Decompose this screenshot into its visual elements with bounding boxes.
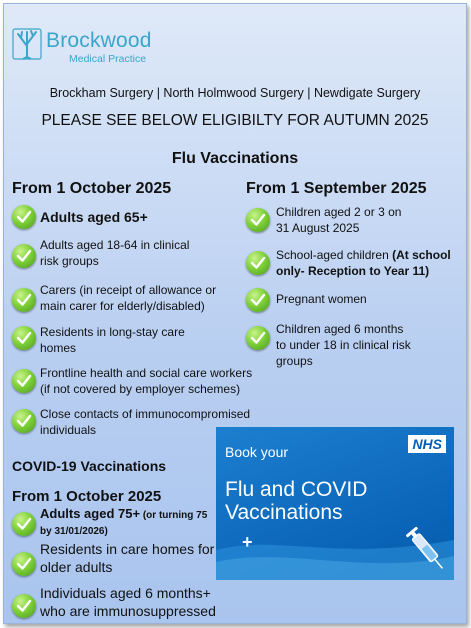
item-line: to under 18 in clinical risk <box>276 338 411 352</box>
checkmark-icon <box>12 369 36 393</box>
item-line: Individuals aged 6 months+ <box>40 585 211 601</box>
surgery-list: Brockham Surgery | North Holmwood Surgery | Newdigate Surgery <box>49 86 421 100</box>
covid-item-1 <box>40 506 207 539</box>
checkmark-icon <box>246 288 270 312</box>
item-small: (or turning 75 <box>140 510 208 521</box>
item-line: Frontline health and social care workers <box>40 366 253 380</box>
item-small: by 31/01/2026) <box>40 526 108 537</box>
checkmark-icon <box>12 552 36 576</box>
flu-right-item-4 <box>276 321 411 369</box>
flu-left-item-4 <box>40 324 185 356</box>
flu-left-item-2 <box>40 237 189 269</box>
item-line: Children aged 2 or 3 on <box>276 205 402 219</box>
nhs-logo: NHS <box>408 435 446 453</box>
brand-name: Brockwood <box>46 29 152 52</box>
item-line: who are immunosuppressed <box>40 603 216 619</box>
item-line: risk groups <box>40 254 99 268</box>
flu-right-item-1 <box>276 204 401 236</box>
item-line: School-aged children <box>276 248 393 262</box>
checkmark-icon <box>12 409 36 433</box>
plus-icon: + <box>242 532 253 552</box>
covid-item-2 <box>40 540 214 576</box>
flu-section-title: Flu Vaccinations <box>171 150 299 167</box>
covid-section-title: COVID-19 Vaccinations <box>12 458 167 474</box>
checkmark-icon <box>12 594 36 618</box>
item-bold: (At school <box>392 248 451 262</box>
item-line: Carers (in receipt of allowance or <box>40 283 217 297</box>
item-bold: Adults aged 75+ <box>40 506 141 521</box>
item-line: older adults <box>40 559 113 575</box>
checkmark-icon <box>12 288 36 312</box>
item-line: main carer for elderly/disabled) <box>40 299 205 313</box>
flu-right-item-3: Pregnant women <box>276 292 367 306</box>
item-line: Residents in long-stay care <box>40 325 185 339</box>
checkmark-icon <box>12 326 36 350</box>
item-line: homes <box>40 341 77 355</box>
checkmark-icon <box>246 326 270 350</box>
item-line: Close contacts of immunocompromised <box>40 407 251 421</box>
covid-item-3 <box>40 584 216 620</box>
item-line: Adults aged 18-64 in clinical <box>40 238 190 252</box>
flu-left-item-1: Adults aged 65+ <box>40 209 148 225</box>
banner-title-line1: Flu and COVID <box>225 478 368 501</box>
item-line: 31 August 2025 <box>276 221 360 235</box>
flu-left-item-5 <box>40 365 252 397</box>
checkmark-icon <box>246 208 270 232</box>
item-bold: only- Reception to Year 11) <box>276 264 430 278</box>
covid-heading: From 1 October 2025 <box>12 488 162 505</box>
flu-left-heading: From 1 October 2025 <box>12 180 172 197</box>
poster <box>3 3 467 624</box>
banner-title-line2: Vaccinations <box>225 501 343 524</box>
item-line: (if not covered by employer schemes) <box>40 382 241 396</box>
item-line: individuals <box>40 423 97 437</box>
nhs-booking-banner[interactable] <box>216 427 454 580</box>
checkmark-icon <box>12 512 36 536</box>
banner-book-your: Book your <box>225 444 289 460</box>
checkmark-icon <box>12 205 36 229</box>
flu-left-item-3 <box>40 282 216 314</box>
checkmark-icon <box>12 244 36 268</box>
syringe-icon <box>404 524 450 576</box>
flu-right-heading: From 1 September 2025 <box>246 180 427 197</box>
brand-subtitle: Medical Practice <box>69 53 147 65</box>
item-line: Children aged 6 months <box>276 322 404 336</box>
flu-right-item-2 <box>276 247 451 279</box>
item-line: Residents in care homes for <box>40 541 215 557</box>
checkmark-icon <box>246 251 270 275</box>
page-headline: PLEASE SEE BELOW ELIGIBILTY FOR AUTUMN 2025 <box>41 112 429 129</box>
item-line: groups <box>276 354 313 368</box>
tree-logo-icon <box>12 26 42 60</box>
